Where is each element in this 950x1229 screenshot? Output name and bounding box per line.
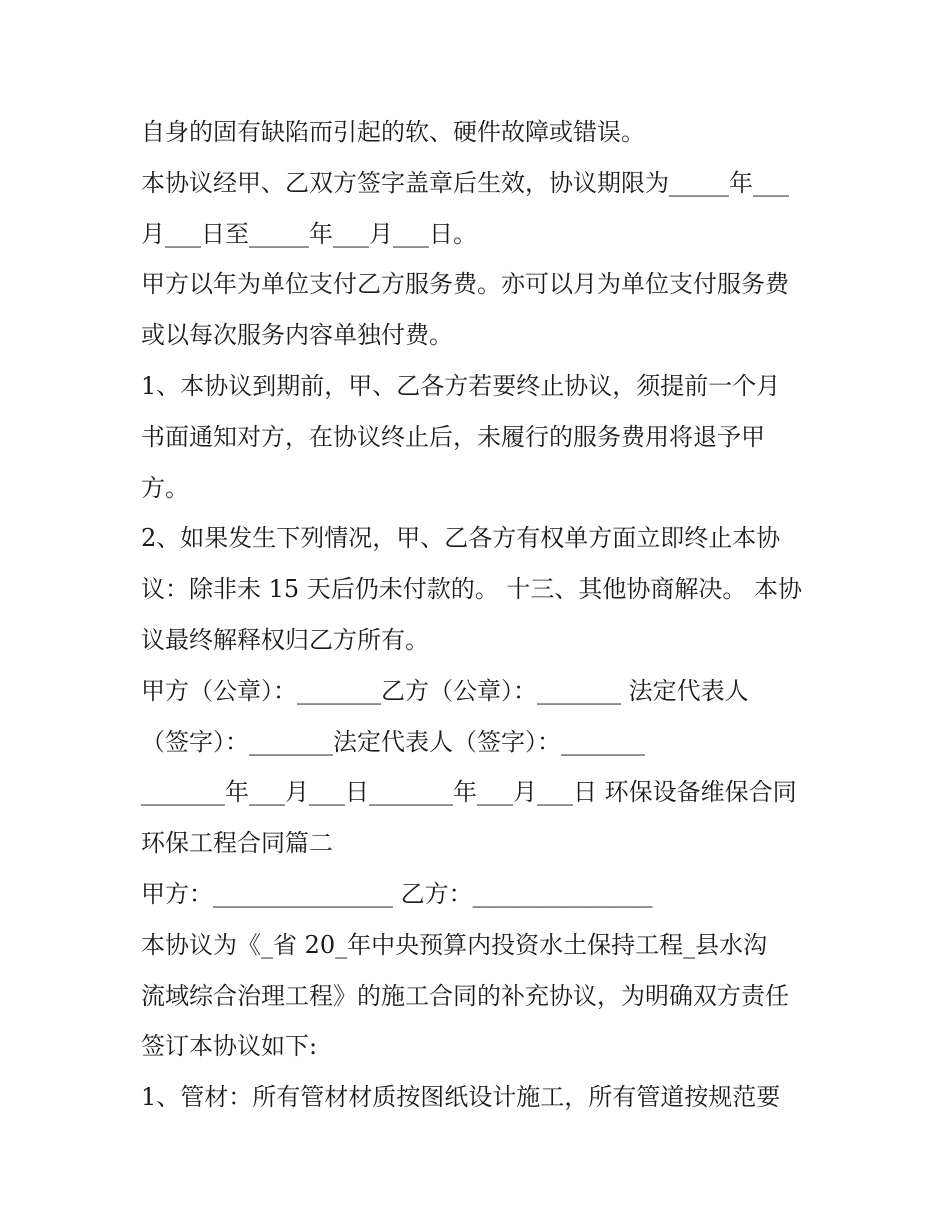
text-line: 流域综合治理工程》的施工合同的补充协议，为明确双方责任 xyxy=(141,981,789,1010)
text-line: 方。 xyxy=(141,473,189,502)
text-line: 议：除非未 15 天后仍未付款的。 十三、其他协商解决。 本协 xyxy=(141,575,803,604)
text-line: 甲方以年为单位支付乙方服务费。亦可以月为单位支付服务费 xyxy=(141,270,789,299)
date-line: _______年___月___日_______年___月___日 环保设备维保合同 xyxy=(141,778,797,807)
text-line: 1、本协议到期前，甲、乙各方若要终止协议，须提前一个月 xyxy=(141,371,781,400)
text-line: 本协议经甲、乙双方签字盖章后生效，协议期限为_____年___ xyxy=(141,168,789,197)
party-line: 甲方：_______________ 乙方：_______________ xyxy=(141,879,653,908)
text-line: 自身的固有缺陷而引起的软、硬件故障或错误。 xyxy=(141,118,645,146)
text-line: 1、管材：所有管材材质按图纸设计施工，所有管道按规范要 xyxy=(141,1083,781,1112)
text-line: 书面通知对方，在协议终止后，未履行的服务费用将退予甲 xyxy=(141,422,765,451)
text-line: 或以每次服务内容单独付费。 xyxy=(141,321,453,350)
document-body xyxy=(141,107,821,1123)
section-heading: 环保工程合同篇二 xyxy=(141,829,333,858)
text-line: 签订本协议如下: xyxy=(141,1032,318,1061)
text-line: 2、如果发生下列情况，甲、乙各方有权单方面立即终止本协 xyxy=(141,524,781,553)
text-line: 月___日至_____年___月___日。 xyxy=(141,219,477,248)
signature-line: 甲方（公章）：_______乙方（公章）：_______ 法定代表人 xyxy=(141,676,749,705)
text-line: 本协议为《_省 20_年中央预算内投资水土保持工程_县水沟 xyxy=(141,930,768,959)
signature-line: （签字）：_______法定代表人（签字）：_______ xyxy=(141,727,645,756)
text-line: 议最终解释权归乙方所有。 xyxy=(141,625,429,654)
